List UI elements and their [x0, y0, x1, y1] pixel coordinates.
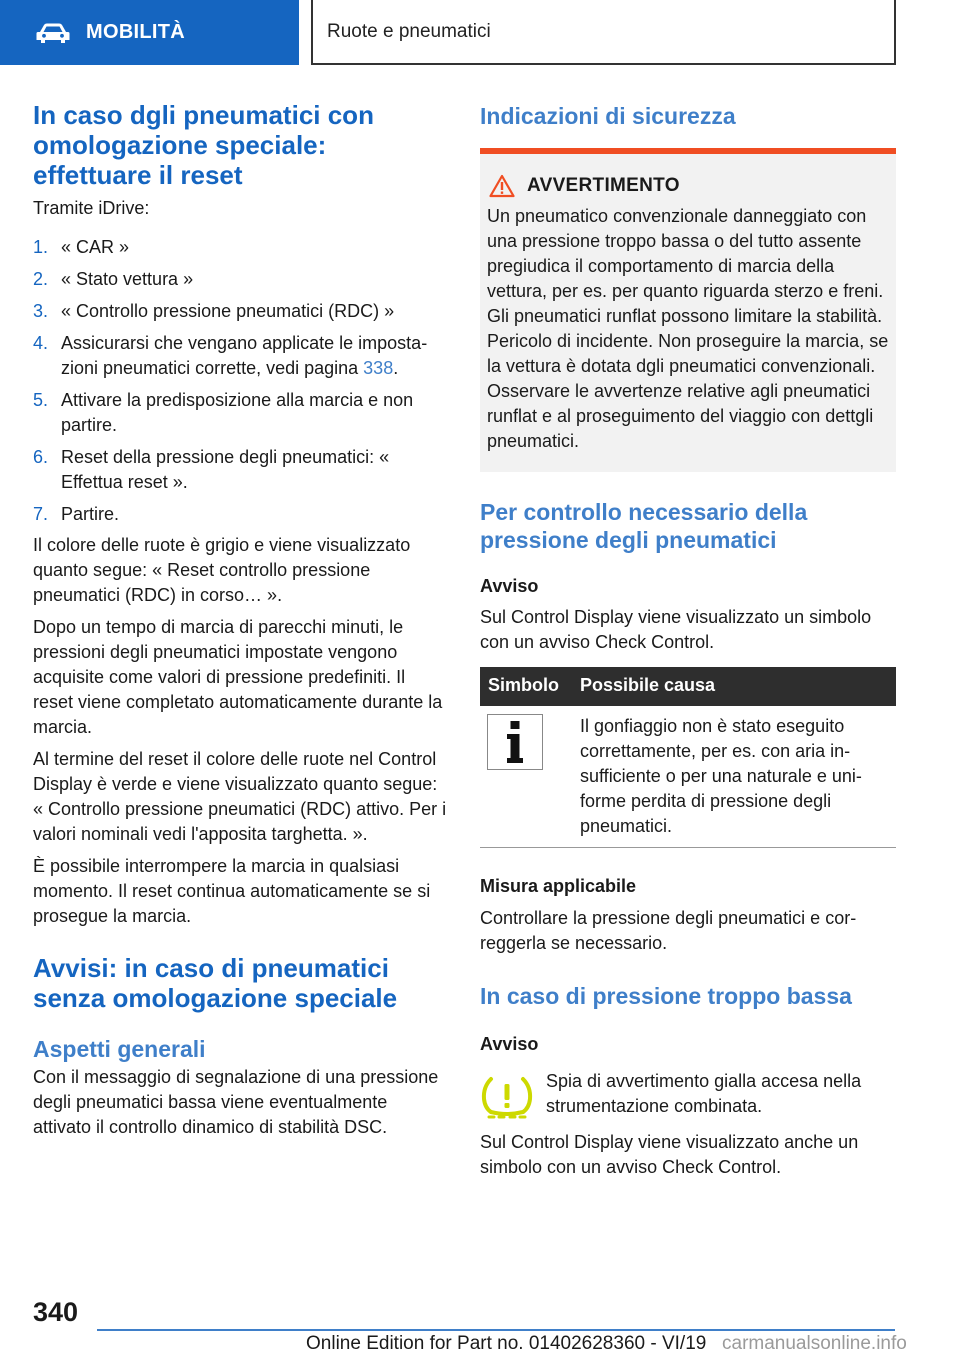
avviso-text: Sul Control Display viene visualizzato un simbolo con un avviso Check Control. [480, 607, 872, 652]
paragraph: Il colore delle ruote è grigio e viene visualizzato quanto segue: « Reset controllo pressione pneumatici (RDC) in corso… ». [33, 535, 411, 605]
page-link[interactable]: 338 [363, 358, 394, 378]
list-item [33, 388, 448, 438]
step-number: 6. [33, 447, 49, 467]
warning-triangle-icon [489, 174, 515, 198]
step-text: Attivare la predisposizione alla marcia e non partire. [61, 390, 414, 435]
avviso-label: Avviso [480, 1034, 539, 1054]
step-text: « CAR » [61, 237, 130, 257]
step-number: 3. [33, 301, 49, 321]
section-label: MOBILITÀ [86, 21, 186, 43]
step-text: Partire. [61, 504, 120, 524]
watermark: carmanualsonline.info [722, 1333, 907, 1354]
header-chapter-box [311, 0, 896, 65]
heading-avvisi: Avvisi: in caso di pneumatici senza omologazione speciale [33, 953, 398, 1013]
heading-pressione-bassa: In caso di pressione troppo bassa [480, 983, 852, 1009]
header-section-tab [0, 0, 299, 65]
footer-divider [97, 1329, 895, 1331]
column-header-symbol: Simbolo [480, 667, 572, 706]
step-text: Reset della pressione degli pneumatici: « Effettua reset ». [61, 447, 390, 492]
list-item [33, 502, 448, 527]
warning-text: Un pneumatico convenzionale danneggiato con una pressione troppo bassa o del tutto assente pregiudica il comportamento di marcia della vettura, per es. per quanto riguarda sterzo e freni. Gli pneumatici runflat possono limitare la stabilità. Pericolo di incidente. Non proseguire la marcia, se la vettura è dotata dgli pneumatici convenzionali. Osservare le avvertenze relative agli pneumatici runflat e al proseguimento del viaggio con dettgli pneumatici. [487, 206, 889, 451]
paragraph: Al termine del reset il colore delle ruote nel Control Display è verde e viene visualizzato quanto segue: « Controllo pressione pneumatici (RDC) attivo. Per i valori nominali vedi l'apposita targhetta. ». [33, 749, 447, 844]
heading-aspetti-generali: Aspetti generali [33, 1036, 206, 1062]
cause-text: Il gonfiaggio non è stato eseguito correttamente, per es. con aria insufficiente o per una naturale e uniforme perdita di pressione degli pneumatici. [572, 706, 896, 848]
info-symbol [487, 714, 543, 770]
info-icon [504, 720, 526, 764]
paragraph: Sul Control Display viene visualizzato anche un simbolo con un avviso Check Control. [480, 1132, 859, 1177]
list-item [33, 235, 448, 260]
warning-header [487, 174, 890, 198]
step-text: « Stato vettura » [61, 269, 194, 289]
step-text: « Controllo pressione pneumatici (RDC) » [61, 301, 395, 321]
misura-text: Controllare la pressione degli pneumatici e correggerla se necessario. [480, 908, 857, 953]
step-number: 1. [33, 237, 49, 257]
paragraph: Con il messaggio di segnalazione di una pressione degli pneumatici bassa viene eventualmente attivato il controllo dinamico di stabilità DSC. [33, 1067, 439, 1137]
list-item [33, 445, 448, 495]
spia-text: Spia di avvertimento gialla accesa nella strumentazione combinata. [546, 1071, 862, 1116]
list-item [33, 331, 448, 381]
tire-pressure-warning-icon [480, 1075, 534, 1119]
avviso-label: Avviso [480, 576, 539, 596]
car-icon [36, 22, 70, 44]
table-header-row [480, 667, 896, 706]
page-number: 340 [33, 1297, 79, 1327]
step-number: 5. [33, 390, 49, 410]
paragraph: Dopo un tempo di marcia di parecchi minuti, le pressioni degli pneumatici impostate vengono acquisite come valori di pressione predefiniti. Il reset viene completato automaticamente durante la marcia. [33, 617, 443, 737]
step-number: 7. [33, 504, 49, 524]
step-number: 2. [33, 269, 49, 289]
symbol-table [480, 667, 896, 848]
tpms-row [480, 1069, 896, 1119]
left-column [33, 100, 448, 1140]
paragraph: È possibile interrompere la marcia in qualsiasi momento. Il reset continua automaticamente se si prosegue la marcia. [33, 856, 431, 926]
heading-controllo: Per controllo necessario della pressione degli pneumatici [480, 499, 808, 553]
intro-text: Tramite iDrive: [33, 198, 150, 218]
footer-edition: Online Edition for Part no. 01402628360 - VI/19 [306, 1333, 707, 1354]
steps-list [33, 235, 448, 527]
list-item [33, 267, 448, 292]
step-text: Assicurarsi che vengano applicate le impostazioni pneumatici corrette, vedi pagina 338. [61, 333, 428, 378]
misura-label: Misura applicabile [480, 876, 637, 896]
heading-reset: In caso dgli pneumatici con omologazione speciale: effettuare il reset [33, 100, 374, 190]
step-number: 4. [33, 333, 49, 353]
chapter-label: Ruote e pneumatici [327, 20, 491, 42]
warning-box [480, 148, 896, 472]
table-row [480, 706, 896, 848]
heading-sicurezza: Indicazioni di sicurezza [480, 103, 736, 129]
warning-title: AVVERTIMENTO [527, 175, 680, 196]
right-column [480, 100, 896, 1180]
column-header-cause: Possibile causa [572, 667, 896, 706]
list-item [33, 299, 448, 324]
